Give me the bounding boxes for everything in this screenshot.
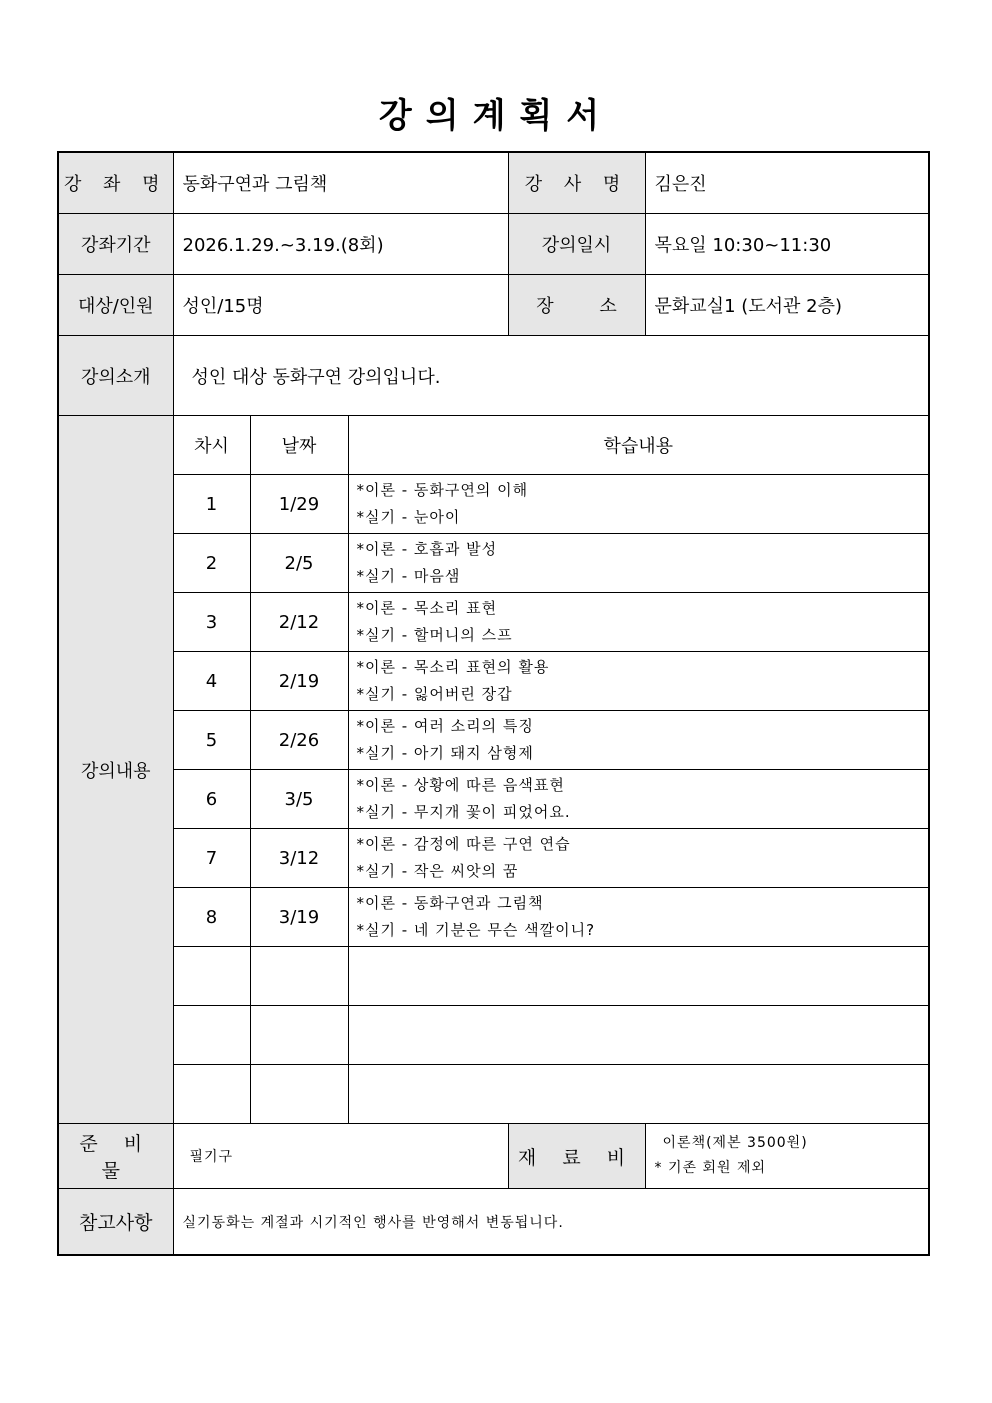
empty-lecture-row bbox=[58, 1006, 929, 1065]
empty-cell bbox=[250, 1006, 348, 1065]
lecture-label: 강의내용 bbox=[58, 416, 173, 1124]
date-cell: 3/12 bbox=[250, 829, 348, 888]
session-cell: 5 bbox=[173, 711, 250, 770]
place-label: 장 소 bbox=[508, 275, 645, 336]
content-cell bbox=[348, 534, 929, 593]
notes-row bbox=[58, 1189, 929, 1256]
fee-line-2: * 기존 회원 제외 bbox=[654, 1160, 767, 1176]
theory-text: *이론 - 호흡과 발성 bbox=[356, 540, 498, 558]
date-cell: 1/29 bbox=[250, 475, 348, 534]
target-label: 대상/인원 bbox=[58, 275, 173, 336]
content-cell bbox=[348, 770, 929, 829]
date-cell: 2/5 bbox=[250, 534, 348, 593]
content-cell bbox=[348, 711, 929, 770]
intro-row bbox=[58, 336, 929, 416]
target-row bbox=[58, 275, 929, 336]
empty-cell bbox=[348, 1006, 929, 1065]
empty-lecture-row bbox=[58, 947, 929, 1006]
fee-label: 재 료 비 bbox=[508, 1124, 645, 1189]
theory-text: *이론 - 상황에 따른 음색표현 bbox=[356, 776, 565, 794]
empty-cell bbox=[348, 1065, 929, 1124]
lecture-row bbox=[58, 888, 929, 947]
notes-label: 참고사항 bbox=[58, 1189, 173, 1256]
empty-cell bbox=[173, 1006, 250, 1065]
practice-text: *실기 - 마음샘 bbox=[356, 567, 461, 585]
materials-value: 필기구 bbox=[173, 1124, 508, 1189]
place-value: 문화교실1 (도서관 2층) bbox=[645, 275, 929, 336]
practice-text: *실기 - 네 기분은 무슨 색깔이니? bbox=[356, 921, 596, 939]
content-cell bbox=[348, 475, 929, 534]
notes-value: 실기동화는 계절과 시기적인 행사를 반영해서 변동됩니다. bbox=[173, 1189, 929, 1256]
materials-row bbox=[58, 1124, 929, 1189]
lecture-row bbox=[58, 593, 929, 652]
empty-cell bbox=[348, 947, 929, 1006]
theory-text: *이론 - 감정에 따른 구연 연습 bbox=[356, 835, 571, 853]
schedule-value: 목요일 10:30~11:30 bbox=[645, 214, 929, 275]
lecture-row bbox=[58, 711, 929, 770]
theory-text: *이론 - 목소리 표현의 활용 bbox=[356, 658, 550, 676]
instructor-label: 강 사 명 bbox=[508, 152, 645, 214]
session-cell: 1 bbox=[173, 475, 250, 534]
course-name-value: 동화구연과 그림책 bbox=[173, 152, 508, 214]
lecture-row bbox=[58, 534, 929, 593]
practice-text: *실기 - 작은 씨앗의 꿈 bbox=[356, 862, 519, 880]
theory-text: *이론 - 동화구연의 이해 bbox=[356, 481, 529, 499]
lecture-row bbox=[58, 652, 929, 711]
materials-label: 준 비 물 bbox=[58, 1124, 173, 1189]
target-value: 성인/15명 bbox=[173, 275, 508, 336]
instructor-value: 김은진 bbox=[645, 152, 929, 214]
content-header: 학습내용 bbox=[348, 416, 929, 475]
date-cell: 3/19 bbox=[250, 888, 348, 947]
practice-text: *실기 - 눈아이 bbox=[356, 508, 461, 526]
content-cell bbox=[348, 888, 929, 947]
lecture-plan-table bbox=[57, 151, 930, 1256]
practice-text: *실기 - 잃어버린 장갑 bbox=[356, 685, 513, 703]
empty-cell bbox=[250, 1065, 348, 1124]
empty-cell bbox=[250, 947, 348, 1006]
date-cell: 2/12 bbox=[250, 593, 348, 652]
empty-cell bbox=[173, 947, 250, 1006]
date-cell: 3/5 bbox=[250, 770, 348, 829]
intro-value: 성인 대상 동화구연 강의입니다. bbox=[173, 336, 929, 416]
schedule-label: 강의일시 bbox=[508, 214, 645, 275]
practice-text: *실기 - 할머니의 스프 bbox=[356, 626, 513, 644]
theory-text: *이론 - 목소리 표현 bbox=[356, 599, 498, 617]
date-header: 날짜 bbox=[250, 416, 348, 475]
period-value: 2026.1.29.~3.19.(8회) bbox=[173, 214, 508, 275]
fee-line-1: 이론책(제본 3500원) bbox=[662, 1135, 808, 1151]
period-label: 강좌기간 bbox=[58, 214, 173, 275]
empty-cell bbox=[173, 1065, 250, 1124]
lecture-row bbox=[58, 770, 929, 829]
content-cell bbox=[348, 829, 929, 888]
theory-text: *이론 - 여러 소리의 특징 bbox=[356, 717, 534, 735]
date-cell: 2/26 bbox=[250, 711, 348, 770]
session-header: 차시 bbox=[173, 416, 250, 475]
theory-text: *이론 - 동화구연과 그림책 bbox=[356, 894, 544, 912]
session-cell: 6 bbox=[173, 770, 250, 829]
session-cell: 8 bbox=[173, 888, 250, 947]
date-cell: 2/19 bbox=[250, 652, 348, 711]
session-cell: 2 bbox=[173, 534, 250, 593]
document-title: 강의계획서 bbox=[378, 96, 614, 136]
empty-lecture-row bbox=[58, 1065, 929, 1124]
practice-text: *실기 - 무지개 꽃이 피었어요. bbox=[356, 803, 571, 821]
lecture-row bbox=[58, 475, 929, 534]
session-cell: 3 bbox=[173, 593, 250, 652]
lecture-row bbox=[58, 829, 929, 888]
practice-text: *실기 - 아기 돼지 삼형제 bbox=[356, 744, 534, 762]
intro-label: 강의소개 bbox=[58, 336, 173, 416]
session-cell: 4 bbox=[173, 652, 250, 711]
session-cell: 7 bbox=[173, 829, 250, 888]
period-row bbox=[58, 214, 929, 275]
course-name-row bbox=[58, 152, 929, 214]
content-cell bbox=[348, 593, 929, 652]
lecture-header-row bbox=[58, 416, 929, 475]
fee-value bbox=[645, 1124, 929, 1189]
content-cell bbox=[348, 652, 929, 711]
course-name-label: 강 좌 명 bbox=[58, 152, 173, 214]
